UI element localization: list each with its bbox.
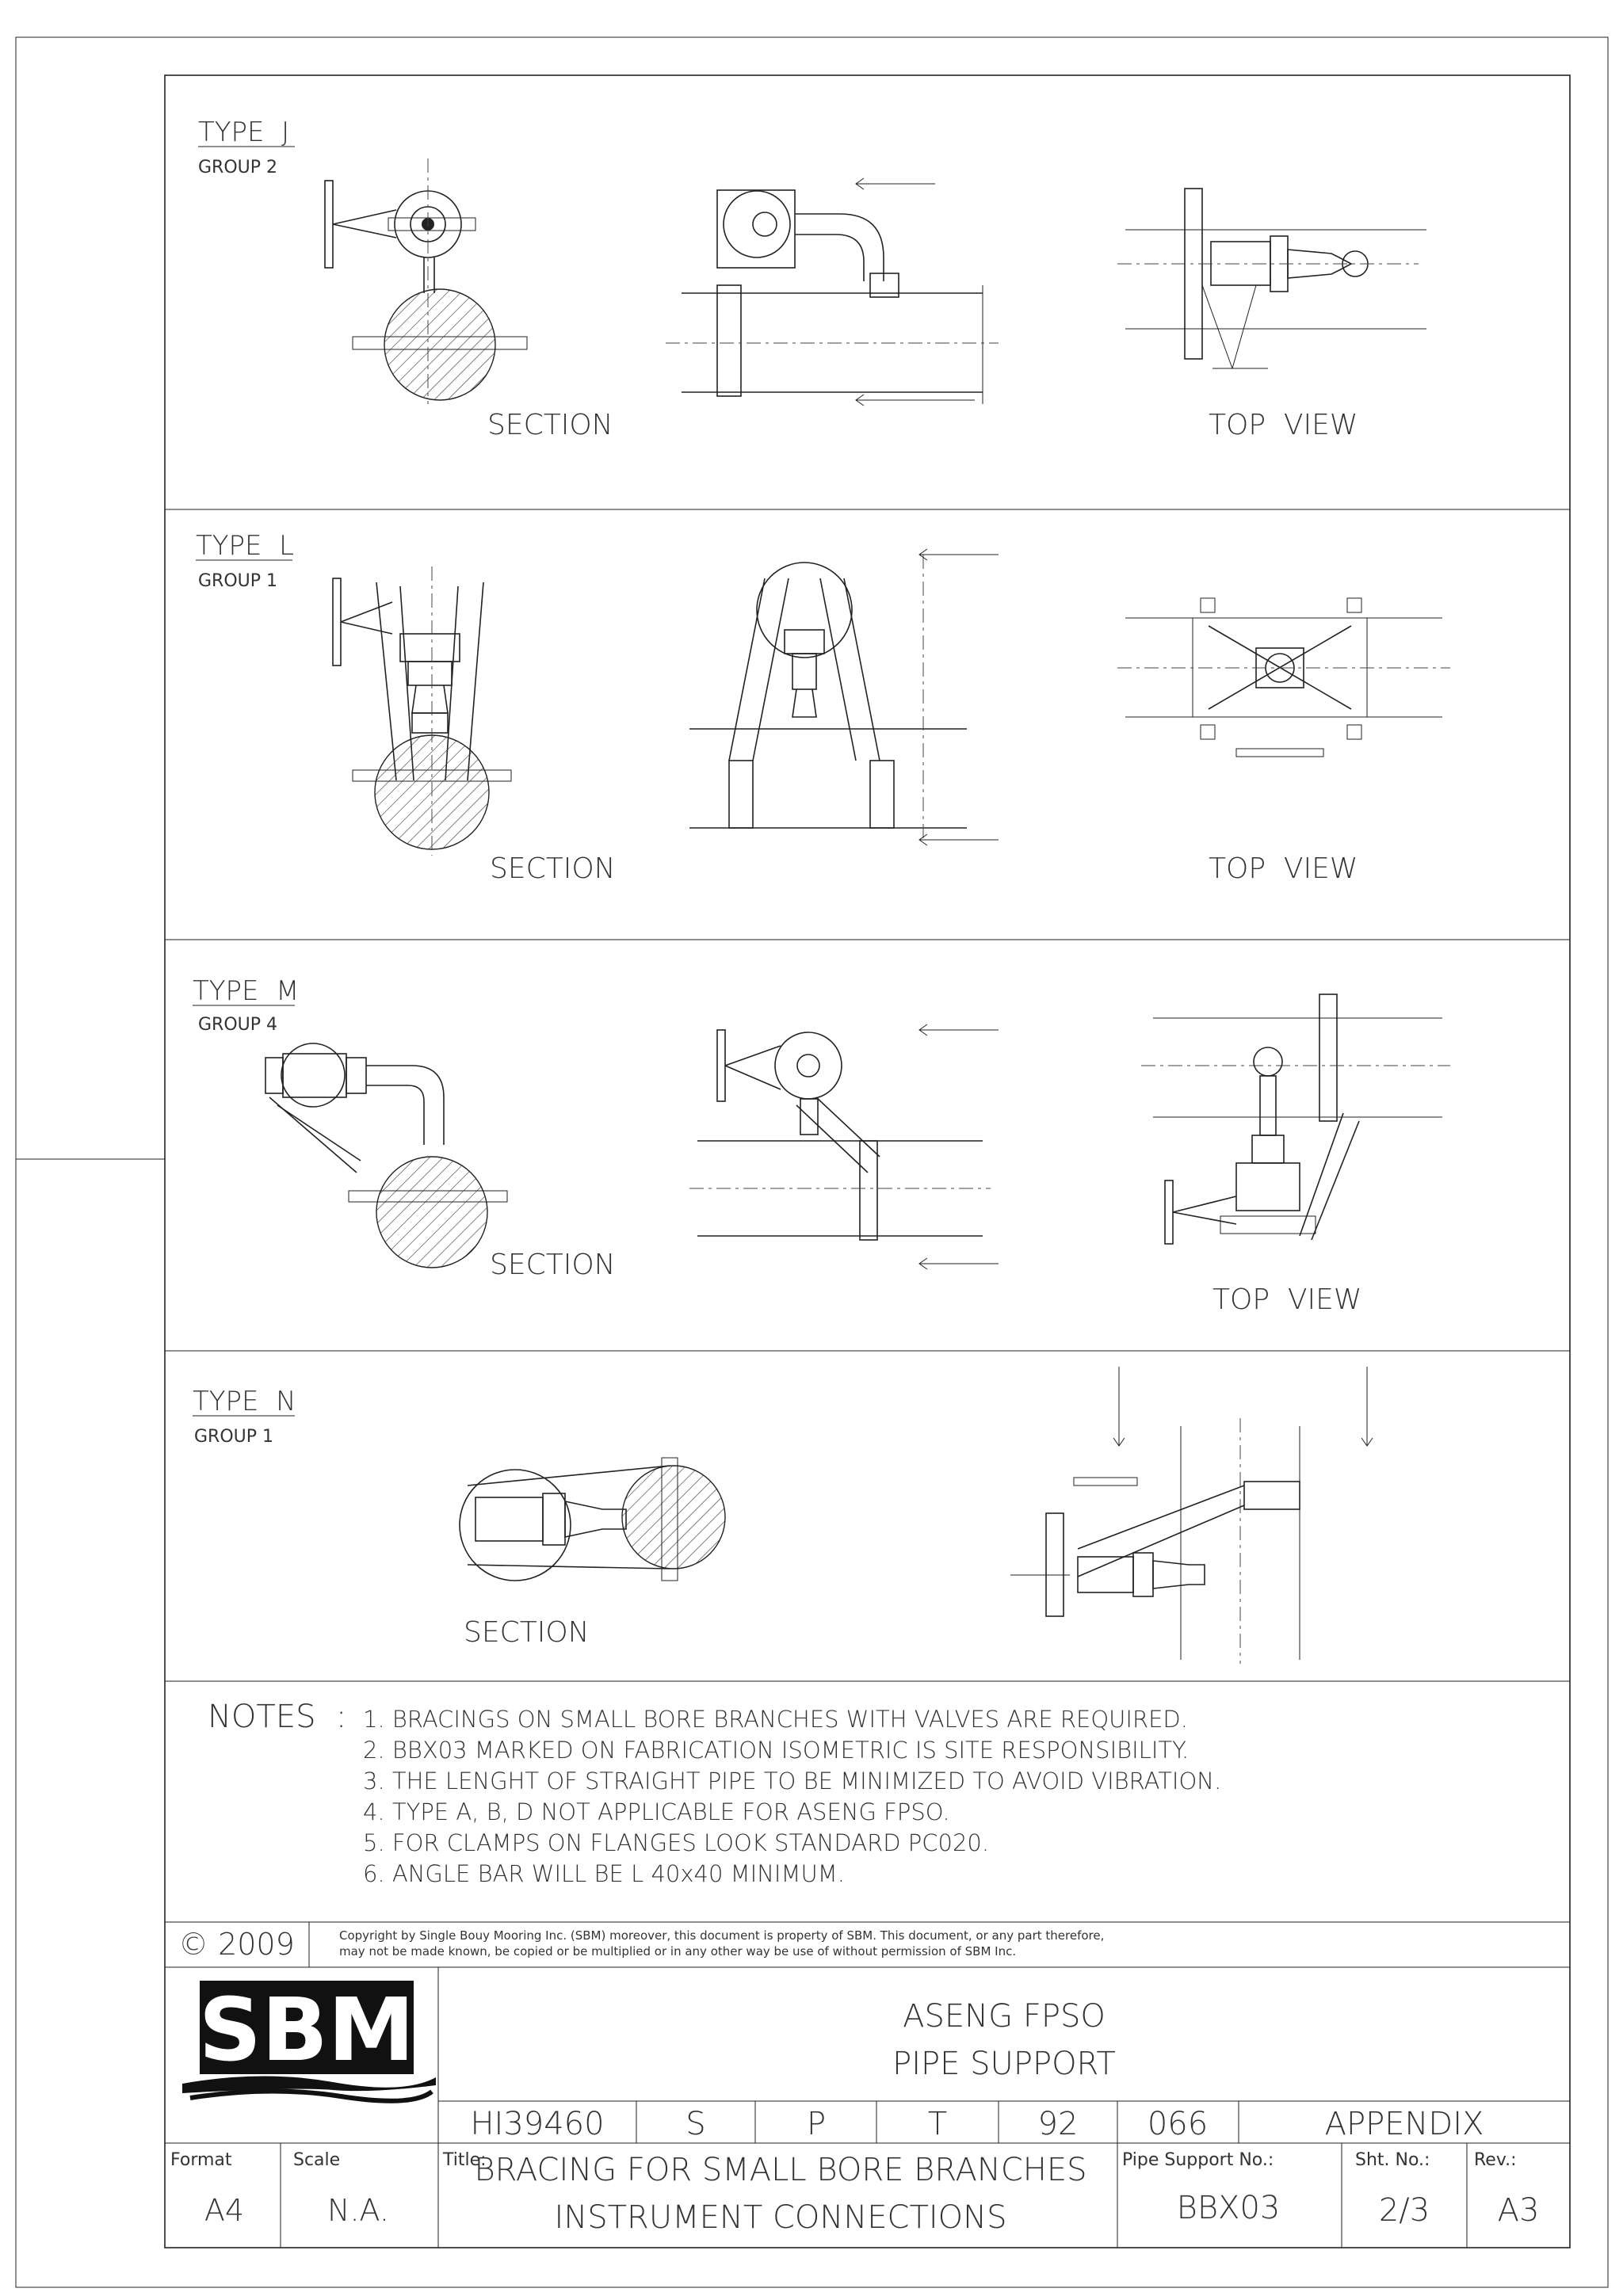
type-j-label: TYPE J bbox=[198, 116, 290, 148]
sheet-label: Sht. No.: bbox=[1355, 2150, 1430, 2170]
type-l-elevation-drawing bbox=[689, 549, 999, 845]
sheet-value: 2/3 bbox=[1378, 2192, 1430, 2229]
code-cell-5: 92 bbox=[1037, 2106, 1079, 2142]
pipe-support-value: BBX03 bbox=[1176, 2190, 1281, 2226]
title-block bbox=[165, 1967, 1570, 2248]
type-j-section-label: SECTION bbox=[487, 409, 613, 441]
type-j-top-drawing bbox=[1117, 189, 1426, 368]
type-m-elevation-drawing bbox=[689, 1024, 999, 1269]
copyright-line-1: Copyright by Single Bouy Mooring Inc. (SBM) moreover, this document is property of SBM. This document, or any part therefore, bbox=[339, 1928, 1105, 1943]
type-j-top-label: TOP VIEW bbox=[1209, 409, 1358, 441]
type-l-section-drawing bbox=[333, 566, 511, 856]
title-line-2: INSTRUMENT CONNECTIONS bbox=[554, 2199, 1007, 2236]
title-line-1: BRACING FOR SMALL BORE BRANCHES bbox=[474, 2152, 1087, 2188]
type-j-elevation-drawing bbox=[666, 178, 999, 406]
type-m-group: GROUP 4 bbox=[198, 1015, 278, 1035]
panel-type-j bbox=[198, 116, 1426, 441]
notes-heading: NOTES : bbox=[208, 1699, 347, 1735]
code-cell-6: 066 bbox=[1147, 2106, 1209, 2142]
type-n-label: TYPE N bbox=[193, 1386, 296, 1417]
type-l-top-label: TOP VIEW bbox=[1209, 852, 1358, 885]
sbm-logo bbox=[182, 1979, 436, 2101]
copyright-year: © 2009 bbox=[178, 1927, 295, 1962]
type-m-top-label: TOP VIEW bbox=[1212, 1283, 1362, 1316]
note-item-5: 5. FOR CLAMPS ON FLANGES LOOK STANDARD PC020. bbox=[363, 1829, 990, 1856]
type-j-section-drawing bbox=[325, 158, 527, 404]
type-l-section-label: SECTION bbox=[490, 852, 616, 885]
copyright-line-2: may not be made known, be copied or be multiplied or in any other way be use of without permission of SBM Inc. bbox=[339, 1944, 1017, 1958]
note-item-6: 6. ANGLE BAR WILL BE L 40x40 MINIMUM. bbox=[363, 1860, 845, 1887]
type-l-group: GROUP 1 bbox=[198, 571, 278, 591]
type-l-top-drawing bbox=[1117, 598, 1450, 757]
type-m-section-drawing bbox=[265, 1043, 507, 1268]
code-cell-2: S bbox=[685, 2106, 706, 2142]
title-label: Title: bbox=[443, 2150, 487, 2170]
type-j-group: GROUP 2 bbox=[198, 158, 278, 177]
type-n-section-drawing bbox=[460, 1458, 725, 1581]
format-label: Format bbox=[170, 2150, 232, 2170]
note-item-1: 1. BRACINGS ON SMALL BORE BRANCHES WITH VALVES ARE REQUIRED. bbox=[363, 1706, 1188, 1733]
project-name: ASENG FPSO bbox=[903, 1998, 1106, 2035]
code-cell-1: HI39460 bbox=[470, 2106, 605, 2142]
rev-value: A3 bbox=[1497, 2192, 1540, 2229]
note-item-4: 4. TYPE A, B, D NOT APPLICABLE FOR ASENG FPSO. bbox=[363, 1798, 950, 1825]
note-item-2: 2. BBX03 MARKED ON FABRICATION ISOMETRIC IS SITE RESPONSIBILITY. bbox=[363, 1737, 1190, 1764]
type-m-label: TYPE M bbox=[193, 975, 300, 1007]
type-m-section-label: SECTION bbox=[490, 1249, 616, 1281]
type-n-group: GROUP 1 bbox=[194, 1427, 274, 1447]
code-cell-4: T bbox=[927, 2106, 948, 2142]
pipe-support-label: Pipe Support No.: bbox=[1122, 2150, 1274, 2170]
copyright-block bbox=[178, 1927, 1104, 1962]
discipline-name: PIPE SUPPORT bbox=[892, 2046, 1116, 2082]
notes-block bbox=[208, 1699, 1221, 1887]
scale-label: Scale bbox=[293, 2150, 341, 2170]
format-value: A4 bbox=[204, 2193, 245, 2228]
panel-type-l bbox=[196, 530, 1450, 885]
sbm-logo-text: SBM bbox=[198, 1979, 415, 2081]
panel-type-n bbox=[193, 1367, 1373, 1664]
code-cell-3: P bbox=[806, 2106, 827, 2142]
scale-value: N.A. bbox=[327, 2193, 389, 2228]
type-m-top-drawing bbox=[1141, 994, 1450, 1244]
panel-type-m bbox=[193, 975, 1450, 1316]
note-item-3: 3. THE LENGHT OF STRAIGHT PIPE TO BE MINIMIZED TO AVOID VIBRATION. bbox=[363, 1768, 1222, 1794]
type-n-section-label: SECTION bbox=[464, 1616, 590, 1649]
type-n-top-drawing bbox=[1010, 1367, 1373, 1664]
rev-label: Rev.: bbox=[1474, 2150, 1517, 2170]
code-cell-7: APPENDIX bbox=[1324, 2106, 1484, 2142]
type-l-label: TYPE L bbox=[196, 530, 295, 562]
